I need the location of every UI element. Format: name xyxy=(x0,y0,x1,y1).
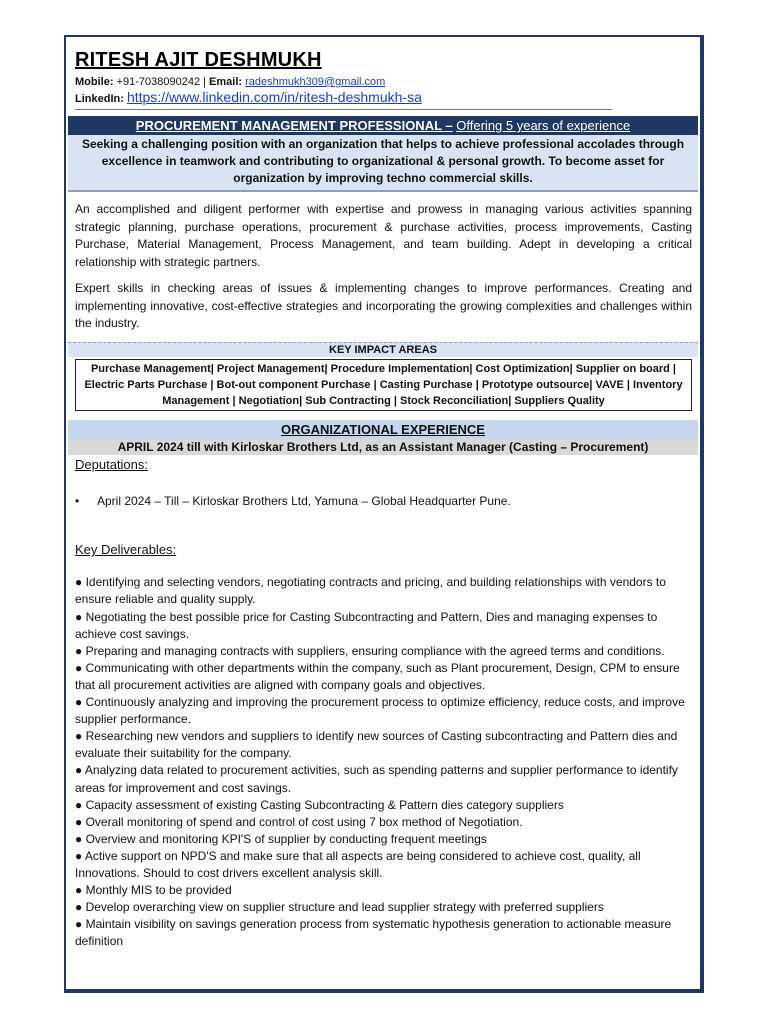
deliverable-item: ● Identifying and selecting vendors, negotiating contracts and pricing, and building relationships with vendors to ensure reliable and quality supply. xyxy=(75,575,666,607)
experience-title: ORGANIZATIONAL EXPERIENCE xyxy=(68,420,698,439)
deputation-text: April 2024 – Till – Kirloskar Brothers Ltd, Yamuna – Global Headquarter Pune. xyxy=(97,494,511,509)
deliverable-item: ● Analyzing data related to procurement activities, such as spending patterns and supplier performance to identify areas for improvement and cost savings. xyxy=(75,763,678,795)
bullet-icon: • xyxy=(75,494,80,509)
deliverable-item: ● Researching new vendors and suppliers to identify new sources of Casting subcontracting and Pattern dies and evaluate their suitability for the company. xyxy=(75,729,678,761)
header-divider xyxy=(75,109,612,110)
deliverables-label: Key Deliverables: xyxy=(75,542,177,558)
deputation-item xyxy=(75,494,692,508)
deputations-label: Deputations: xyxy=(75,457,148,473)
resume-page xyxy=(64,35,704,993)
summary-paragraph-1: An accomplished and diligent performer with expertise and prowess in managing various activities spanning strategic planning, purchase operations, procurement & purchase activities, process improvements, Casting Purchase, Material Management, Process Management, and team building. Adept in developing a critical relationship with strategic partners. xyxy=(75,202,692,269)
deliverable-item: ● Communicating with other departments within the company, such as Plant procurement, Design, CPM to ensure that all procurement activities are aligned with company goals and objectives. xyxy=(75,660,680,692)
linkedin-label: LinkedIn: xyxy=(75,93,124,105)
deliverable-item: ● Develop overarching view on supplier structure and lead supplier strategy with preferred suppliers xyxy=(75,900,604,915)
deliverable-item: ● Capacity assessment of existing Casting Subcontracting & Pattern dies category suppliers xyxy=(75,797,564,812)
experience-role: APRIL 2024 till with Kirloskar Brothers Ltd, as an Assistant Manager (Casting – Procurement) xyxy=(68,439,698,455)
summary-paragraph-2: Expert skills in checking areas of issues & implementing changes to improve performances. Creating and implementing innovative, cost-effective strategies and incorporating the growing complexities and challenges within the industry. xyxy=(75,281,692,330)
headline-bar xyxy=(68,116,698,135)
mobile-number: +91-7038090242 | xyxy=(116,76,206,88)
mobile-label: Mobile: xyxy=(75,76,114,88)
objective-statement: Seeking a challenging position with an organization that helps to achieve professional accolades through excellence in teamwork and contributing to organizational & personal growth. To become asset for organization by improving techno commercial skills. xyxy=(68,135,698,192)
deliverable-item: ● Monthly MIS to be provided xyxy=(75,883,232,898)
linkedin-line xyxy=(75,90,692,107)
linkedin-link[interactable]: https://www.linkedin.com/in/ritesh-deshmukh-sa xyxy=(126,89,422,105)
candidate-name: RITESH AJIT DESHMUKH xyxy=(75,49,322,71)
headline-experience: Offering 5 years of experience xyxy=(456,118,631,133)
deliverable-item: ● Overview and monitoring KPI'S of supplier by conducting frequent meetings xyxy=(75,831,487,846)
headline-title: PROCUREMENT MANAGEMENT PROFESSIONAL – xyxy=(135,118,453,133)
contact-block xyxy=(75,75,692,107)
deliverables-list xyxy=(75,574,692,950)
deliverable-item: ● Maintain visibility on savings generation process from systematic hypothesis generation to actionable measure definition xyxy=(75,917,672,949)
deliverable-item: ● Continuously analyzing and improving the procurement process to optimize efficiency, reduce costs, and improve supplier performance. xyxy=(75,695,685,727)
deliverable-item: ● Overall monitoring of spend and control of cost using 7 box method of Negotiation. xyxy=(75,814,523,829)
key-impact-title: KEY IMPACT AREAS xyxy=(68,342,698,357)
contact-line xyxy=(75,75,692,90)
deliverable-item: ● Active support on NPD'S and make sure that all aspects are being considered to achieve cost, quality, all Innovations. Should to cost drivers excellent analysis skill. xyxy=(75,848,641,880)
deliverable-item: ● Negotiating the best possible price for Casting Subcontracting and Pattern, Dies and managing expenses to achieve cost savings. xyxy=(75,609,658,641)
key-impact-box: Purchase Management| Project Management| Procedure Implementation| Cost Optimization| Supplier on board | Electric Parts Purchase | Bot-out component Purchase | Casting Purchase | Prototype outsource| VAVE | Inventory Management | Negotiation| Sub Contracting | Stock Reconciliation| Suppliers Quality xyxy=(75,359,692,412)
email-link[interactable]: radeshmukh309@gmail.com xyxy=(245,76,386,88)
deliverable-item: ● Preparing and managing contracts with suppliers, ensuring compliance with the agreed terms and conditions. xyxy=(75,643,665,658)
email-label: Email: xyxy=(209,76,243,88)
